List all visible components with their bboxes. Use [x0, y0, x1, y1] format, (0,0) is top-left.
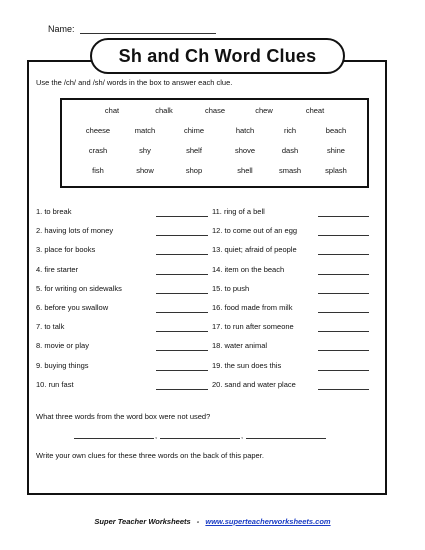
name-label: Name: [48, 24, 75, 34]
clue-text: 9. buying things [36, 360, 89, 370]
answer-blank[interactable] [156, 216, 208, 217]
answer-blank[interactable] [318, 274, 369, 275]
word-box-word: splash [325, 166, 347, 175]
clue-text: 7. to talk [36, 322, 65, 332]
clue-text: 2. having lots of money [36, 226, 114, 236]
clue-text: 19. the sun does this [212, 360, 282, 370]
answer-blank[interactable] [318, 370, 369, 371]
clue-text: 14. item on the beach [212, 264, 285, 274]
unused-word-line-1[interactable] [74, 438, 154, 439]
page-title: Sh and Ch Word Clues [118, 45, 317, 66]
word-box-word: smash [278, 166, 302, 175]
clue-text: 3. place for books [36, 245, 96, 255]
clue-text: 11. ring of a bell [212, 207, 265, 216]
unused-word-line-2[interactable] [160, 438, 240, 439]
clue-text: 8. movie or play [36, 341, 89, 351]
word-box-word: chase [204, 106, 226, 115]
answer-blank[interactable] [156, 274, 208, 275]
answer-blank[interactable] [156, 350, 208, 351]
word-box-word: match [134, 126, 156, 135]
word-box-word: beach [325, 126, 347, 135]
word-box-word: hatch [235, 126, 255, 135]
answer-blank[interactable] [156, 235, 208, 236]
word-box-word: cheese [85, 126, 111, 135]
answer-blank[interactable] [318, 350, 369, 351]
answer-blank[interactable] [318, 254, 369, 255]
answer-blank[interactable] [318, 331, 369, 332]
clue-text: 17. to run after someone [212, 322, 294, 332]
footer [0, 517, 425, 526]
word-box [60, 98, 369, 188]
answer-blank[interactable] [156, 312, 208, 313]
word-box-word: chime [183, 126, 205, 135]
answer-blank[interactable] [318, 216, 369, 217]
clue-text: 10. run fast [36, 379, 74, 389]
name-field[interactable] [80, 33, 216, 34]
unused-words-question: What three words from the word box were not used? [36, 412, 211, 421]
answer-blank[interactable] [318, 312, 369, 313]
instructions: Use the /ch/ and /sh/ words in the box to answer each clue. [36, 78, 233, 87]
footer-dash: - [196, 517, 200, 526]
clue-text: 18. water animal [212, 341, 268, 351]
word-box-word: fish [92, 166, 104, 175]
comma-1: , [155, 431, 158, 440]
answer-blank[interactable] [156, 331, 208, 332]
footer-brand: Super Teacher Worksheets [94, 517, 191, 526]
answer-blank[interactable] [318, 389, 369, 390]
clue-text: 6. before you swallow [36, 303, 109, 312]
answer-blank[interactable] [156, 293, 208, 294]
word-box-word: shine [327, 146, 345, 155]
clue-text: 1. to break [36, 207, 72, 216]
clue-text: 15. to push [212, 283, 250, 293]
word-box-word: show [136, 166, 154, 175]
word-box-word: shelf [186, 146, 202, 155]
clue-text: 12. to come out of an egg [212, 226, 298, 236]
write-own-instruction: Write your own clues for these three words on the back of this paper. [36, 451, 264, 460]
word-box-word: crash [88, 146, 108, 155]
title-banner [90, 38, 345, 74]
unused-word-line-3[interactable] [246, 438, 326, 439]
word-box-word: shy [139, 146, 151, 155]
footer-url[interactable]: www.superteacherworksheets.com [205, 517, 331, 526]
word-box-word: rich [283, 126, 297, 135]
comma-2: , [241, 431, 244, 440]
answer-blank[interactable] [318, 293, 369, 294]
answer-blank[interactable] [156, 254, 208, 255]
clue-text: 20. sand and water place [212, 379, 296, 389]
word-box-word: shop [185, 166, 203, 175]
word-box-word: shell [237, 166, 253, 175]
clue-text: 13. quiet; afraid of people [212, 245, 297, 255]
word-box-word: chat [104, 106, 120, 115]
word-box-word: shove [234, 146, 256, 155]
answer-blank[interactable] [156, 370, 208, 371]
word-box-word: chalk [155, 106, 173, 115]
clue-text: 16. food made from milk [212, 303, 293, 312]
answer-blank[interactable] [318, 235, 369, 236]
word-box-word: cheat [305, 106, 325, 115]
word-box-word: chew [255, 106, 273, 115]
clue-text: 4. fire starter [36, 264, 79, 274]
word-box-word: dash [281, 146, 299, 155]
answer-blank[interactable] [156, 389, 208, 390]
clue-text: 5. for writing on sidewalks [36, 283, 122, 293]
